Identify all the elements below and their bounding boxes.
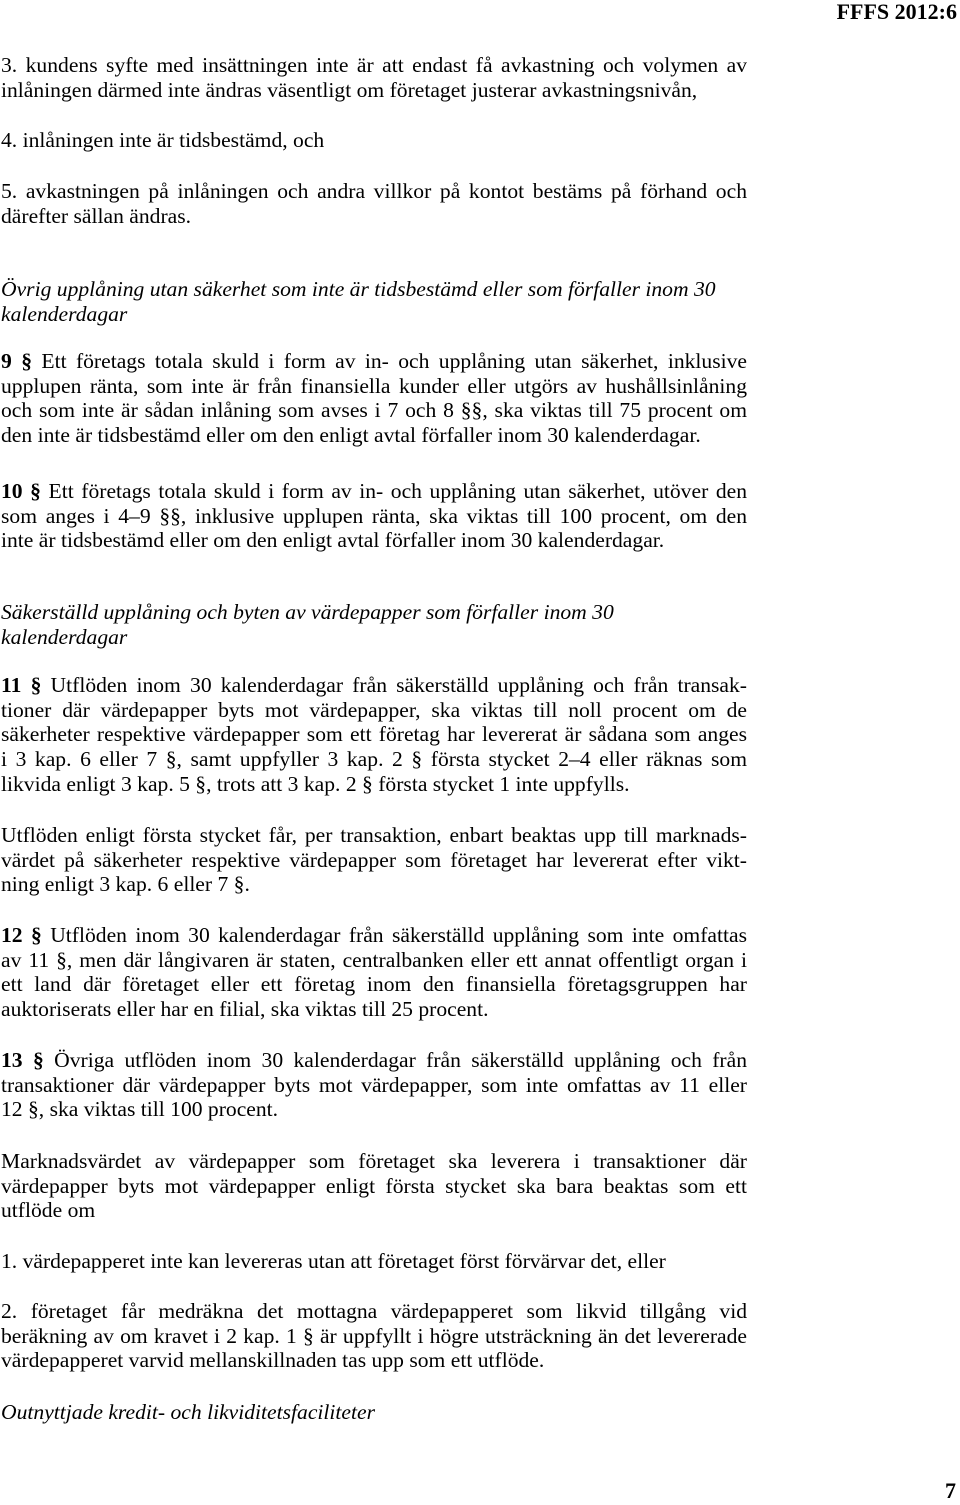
section-number: 10: [1, 479, 23, 503]
heading-line: kalenderdagar: [1, 301, 128, 326]
section-number: 13: [1, 1048, 23, 1072]
section-9: [1, 349, 747, 448]
text-run: Övriga utflöden inom 30 kalenderdagar från säkerställd upplåning och från: [54, 1048, 747, 1072]
text-line: inlåningen därmed inte ändras väsentligt om företaget justerar avkastningsnivån,: [1, 77, 698, 102]
text-line: 2. företaget får medräkna det mottagna värdepapperet som likvid tillgång vid: [1, 1299, 747, 1323]
section-13: [1, 1048, 747, 1122]
section-first-line: [1, 349, 747, 374]
text-run: Ett företags totala skuld i form av in- och upplåning utan säkerhet, inklusive: [41, 349, 747, 373]
text-run: Utflöden inom 30 kalenderdagar från säkerställd upplåning som inte omfattas: [50, 923, 747, 947]
text-line: säkerheter respektive värdepapper som ett företag har levererat är sådana som anges: [1, 722, 747, 747]
section-sign: §: [30, 673, 42, 697]
section-11: [1, 673, 747, 796]
page-number: 7: [945, 1478, 956, 1503]
text-line: beräkning av om kravet i 2 kap. 1 § är uppfyllt i högre utsträckning än det levererade: [1, 1323, 747, 1348]
text-line: värdepapperet varvid mellanskillnaden tas upp som ett utflöde.: [1, 1348, 545, 1373]
text-run: Ett företags totala skuld i form av in- och upplåning utan säkerhet, utöver den: [48, 479, 747, 503]
text-line: och som inte är sådan inlåning som avses i 7 och 8 §§, ska viktas till 75 procent om: [1, 398, 747, 423]
text-line: Utflöden enligt första stycket får, per transaktion, enbart beaktas upp till marknads-: [1, 823, 747, 847]
text-line: i 3 kap. 6 eller 7 §, samt uppfyller 3 kap. 2 § första stycket 2–4 eller räknas som: [1, 747, 747, 772]
section-10: [1, 479, 747, 553]
text-line: 12 §, ska viktas till 100 procent.: [1, 1097, 279, 1122]
text-line: tioner där värdepapper byts mot värdepapper, ska viktas till noll procent om de: [1, 697, 747, 722]
section-heading-secured: [1, 600, 747, 649]
text-line: auktoriserats eller har en filial, ska viktas till 25 procent.: [1, 997, 489, 1022]
list-item-3: [1, 53, 747, 102]
text-line: 5. avkastningen på inlåningen och andra villkor på kontot bestäms på förhand och: [1, 179, 747, 203]
text-run: Utflöden inom 30 kalenderdagar från säkerställd upplåning och från transak-: [50, 673, 747, 697]
list-item-2: [1, 1299, 747, 1373]
section-sign: §: [30, 479, 41, 503]
text-line: upplupen ränta, som inte är från finansiella kunder eller utgörs av hushållsinlåning: [1, 373, 747, 398]
section-12: [1, 923, 747, 1022]
text-line: av 11 §, men där långivaren är staten, centralbanken eller ett annat offentligt organ i: [1, 947, 747, 972]
section-first-line: [1, 479, 747, 504]
section-sign: §: [32, 1048, 44, 1072]
text-line: den inte är tidsbestämd eller om den enligt avtal förfaller inom 30 kalenderdagar.: [1, 423, 701, 448]
section-13-paragraph-2: [1, 1149, 747, 1223]
text-line: transaktioner där värdepapper byts mot värdepapper, som inte omfattas av 11 eller: [1, 1072, 747, 1097]
section-number: 9: [1, 349, 12, 373]
section-11-paragraph-2: [1, 823, 747, 897]
list-item-4: [1, 128, 747, 153]
section-sign: §: [21, 349, 32, 373]
text-line: 1. värdepapperet inte kan levereras utan att företaget först förvärvar det, eller: [1, 1249, 666, 1273]
text-line: ning enligt 3 kap. 6 eller 7 §.: [1, 872, 250, 897]
heading-line: kalenderdagar: [1, 624, 128, 649]
text-line: därefter sällan ändras.: [1, 203, 192, 228]
section-first-line: [1, 673, 747, 698]
text-line: värdepapper byts mot värdepapper enligt första stycket ska bara beaktas som ett: [1, 1173, 747, 1198]
heading-line: Outnyttjade kredit- och likviditetsfaciliteter: [1, 1400, 375, 1424]
section-first-line: [1, 923, 747, 948]
heading-line: Övrig upplåning utan säkerhet som inte är tidsbestämd eller som förfaller inom 30: [1, 277, 716, 301]
section-number: 11: [1, 673, 22, 697]
text-line: 4. inlåningen inte är tidsbestämd, och: [1, 128, 325, 152]
section-number: 12: [1, 923, 23, 947]
text-line: inte är tidsbestämd eller om den enligt avtal förfaller inom 30 kalenderdagar.: [1, 528, 665, 553]
text-line: utflöde om: [1, 1198, 96, 1223]
text-line: som anges i 4–9 §§, inklusive upplupen ränta, ska viktas till 100 procent, om den: [1, 503, 747, 528]
text-line: värdet på säkerheter respektive värdepapper som företaget har levererat efter vikt-: [1, 847, 747, 872]
list-item-1: [1, 1249, 747, 1274]
section-first-line: [1, 1048, 747, 1073]
section-heading-facilities: [1, 1400, 747, 1425]
document-code: FFFS 2012:6: [836, 0, 957, 24]
text-line: likvida enligt 3 kap. 5 §, trots att 3 kap. 2 § första stycket 1 inte uppfylls.: [1, 771, 630, 796]
text-line: Marknadsvärdet av värdepapper som företaget ska leverera i transaktioner där: [1, 1149, 747, 1173]
text-line: ett land där företaget eller ett företag inom den finansiella företagsgruppen har: [1, 972, 747, 997]
text-line: 3. kundens syfte med insättningen inte är att endast få avkastning och volymen av: [1, 53, 747, 77]
list-item-5: [1, 179, 747, 228]
section-sign: §: [31, 923, 42, 947]
section-heading-unsecured: [1, 277, 747, 326]
heading-line: Säkerställd upplåning och byten av värdepapper som förfaller inom 30: [1, 600, 614, 624]
